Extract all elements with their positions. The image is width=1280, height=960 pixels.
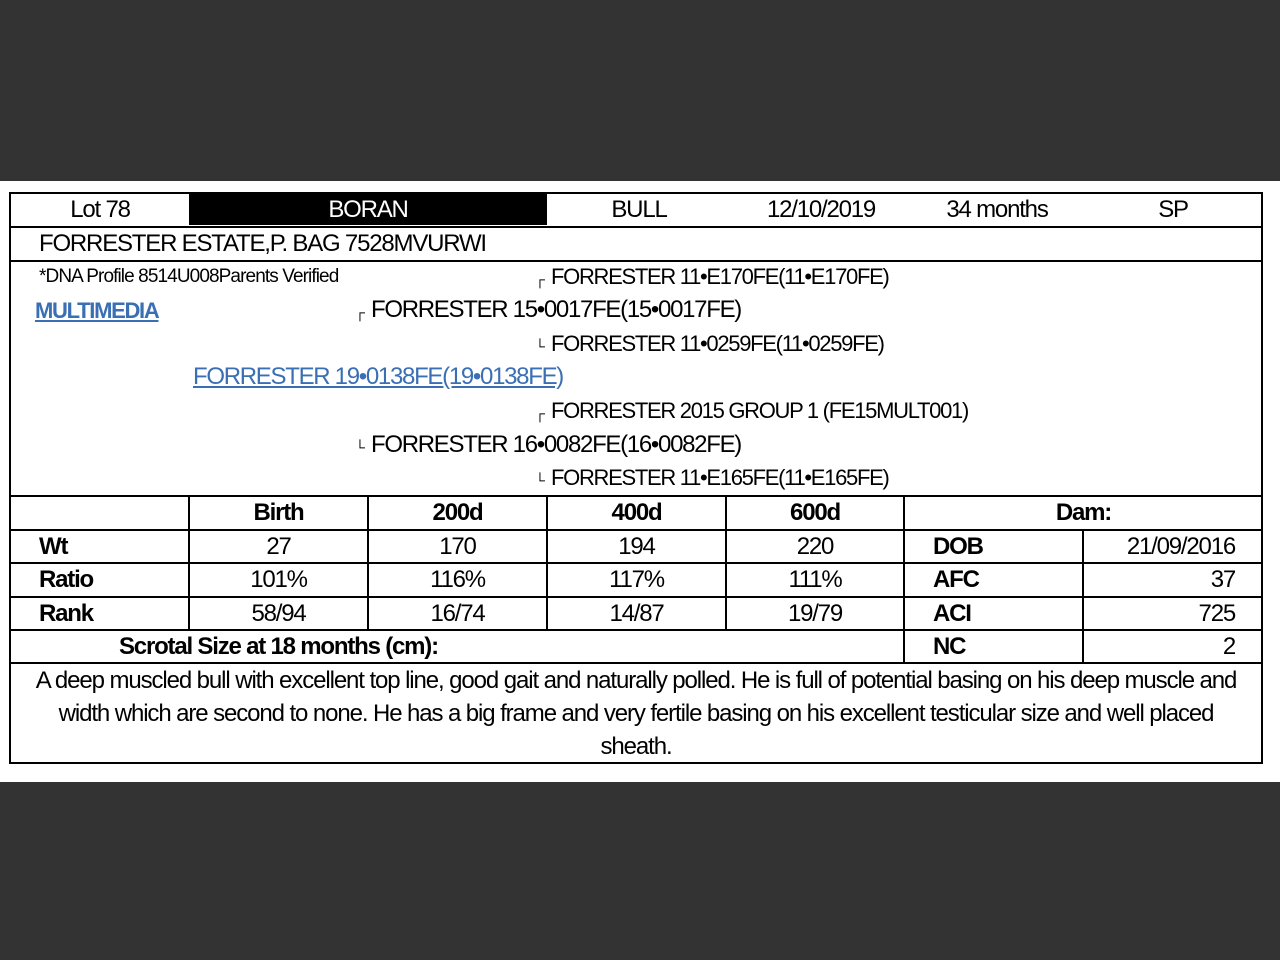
code-label: SP xyxy=(1158,196,1188,223)
pedigree-sire-dam xyxy=(535,331,884,357)
table-cell: 117% xyxy=(609,565,664,593)
lot-number: Lot 78 xyxy=(70,196,130,223)
scrotal-size-label: Scrotal Size at 18 months (cm): xyxy=(119,632,438,660)
dam-label-aci: ACI xyxy=(933,599,971,627)
table-cell: 170 xyxy=(439,532,476,560)
col-header-birth: Birth xyxy=(253,498,304,526)
col-header-400d: 400d xyxy=(611,498,662,526)
pedigree-dam-dam xyxy=(535,465,889,491)
pedigree-dam-sire xyxy=(535,398,968,424)
birth-date: 12/10/2019 xyxy=(766,196,876,223)
pedigree-sire-name: FORRESTER 15•0017FE(15•0017FE) xyxy=(371,296,741,323)
table-cell: 19/79 xyxy=(787,599,843,627)
bracket-top-icon: ┌ xyxy=(535,405,544,421)
pedigree-animal-link[interactable]: FORRESTER 19•0138FE(19•0138FE) xyxy=(193,363,563,390)
multimedia-link[interactable]: MULTIMEDIA xyxy=(35,298,159,323)
owner-address: FORRESTER ESTATE,P. BAG 7528MVURWI xyxy=(39,230,486,257)
bracket-bottom-icon: └ xyxy=(355,439,364,455)
pedigree-sire-dam-name: FORRESTER 11•0259FE(11•0259FE) xyxy=(551,331,884,356)
divider xyxy=(11,260,1261,262)
pedigree-dam-dam-name: FORRESTER 11•E165FE(11•E165FE) xyxy=(551,465,889,490)
breed-label: BORAN xyxy=(189,194,547,225)
table-cell: 111% xyxy=(788,565,842,593)
dam-value-dob: 21/09/2016 xyxy=(1126,532,1235,560)
row-label-wt: Wt xyxy=(39,532,68,560)
col-header-200d: 200d xyxy=(432,498,483,526)
table-cell: 27 xyxy=(266,532,291,560)
pedigree-dam-sire-name: FORRESTER 2015 GROUP 1 (FE15MULT001) xyxy=(551,398,968,423)
dna-profile-note: *DNA Profile 8514U008Parents Verified xyxy=(39,266,339,287)
bracket-bottom-icon: └ xyxy=(535,338,544,354)
age-label: 34 months xyxy=(946,196,1048,223)
bracket-bottom-icon: └ xyxy=(535,472,544,488)
table-cell: 194 xyxy=(618,532,655,560)
sex-label: BULL xyxy=(611,196,667,223)
dam-value-afc: 37 xyxy=(1210,565,1235,593)
table-cell: 58/94 xyxy=(251,599,306,627)
bracket-top-icon: ┌ xyxy=(355,304,364,320)
dam-label-nc: NC xyxy=(933,632,966,660)
dam-value-nc: 2 xyxy=(1222,632,1235,660)
bracket-top-icon: ┌ xyxy=(535,271,544,287)
table-cell: 14/87 xyxy=(609,599,664,627)
pedigree-sire xyxy=(355,296,741,324)
col-header-600d: 600d xyxy=(790,498,840,526)
row-label-rank: Rank xyxy=(39,599,93,627)
lot-card xyxy=(9,192,1263,764)
dam-label-afc: AFC xyxy=(933,565,979,593)
table-cell: 101% xyxy=(250,565,307,593)
pedigree-sire-sire xyxy=(535,264,889,290)
row-label-ratio: Ratio xyxy=(39,565,94,593)
lot-sheet xyxy=(0,181,1280,782)
table-cell: 16/74 xyxy=(430,599,485,627)
pedigree-dam xyxy=(355,431,741,459)
table-cell: 220 xyxy=(796,532,834,560)
bull-description: A deep muscled bull with excellent top line, good gait and naturally polled. He is full of potential basing on his deep muscle and width which are second to none. He has a big frame and very fertile basing on his excellent testicular size and well placed sheath. xyxy=(35,667,1237,760)
pedigree-dam-name: FORRESTER 16•0082FE(16•0082FE) xyxy=(371,431,741,458)
dam-value-aci: 725 xyxy=(1198,599,1235,627)
table-cell: 116% xyxy=(430,565,485,593)
pedigree-sire-sire-name: FORRESTER 11•E170FE(11•E170FE) xyxy=(551,264,889,289)
dam-header: Dam: xyxy=(1055,498,1112,526)
dam-label-dob: DOB xyxy=(933,532,983,560)
